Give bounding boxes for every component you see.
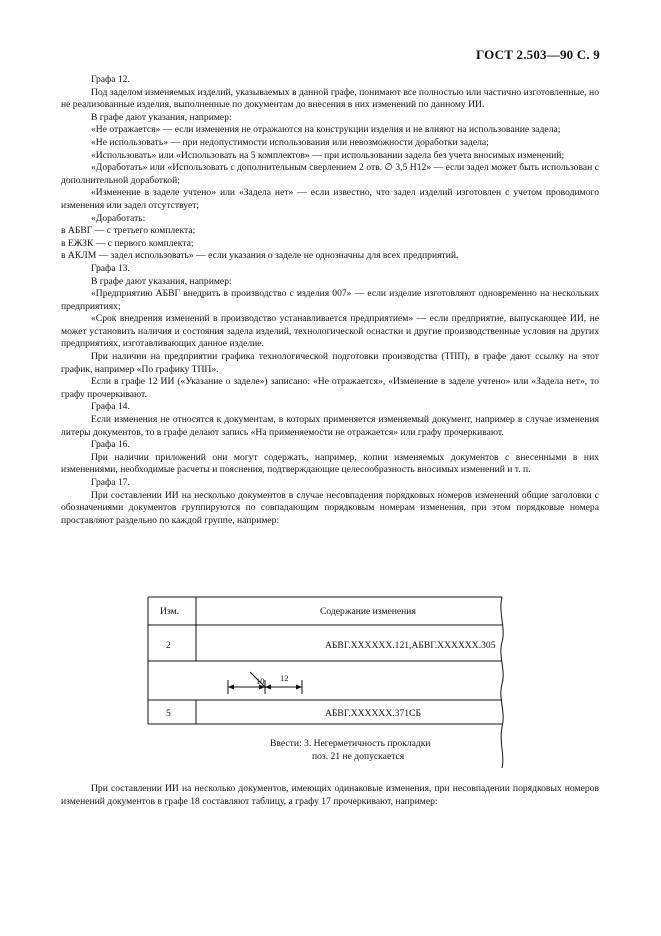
heading-grafa-12: Графа 12. (91, 74, 130, 85)
paragraph: При наличии на предприятии графика технологической подготовки производства (ТПП), в графе дают ссылку на этот график, например «По графику ТПП». (61, 351, 599, 375)
paragraph: «Срок внедрения изменений в производство устанавливается предприятием» — если предприятие, выпускающее ИИ, не может установить наличия и состояния задела изделий, технологической оснастки и другие производственные условия на других предприятиях, изготавливающих данное изделие. (61, 313, 599, 350)
dimension-arrow (265, 685, 271, 690)
paragraph: «Не использовать» — при недопустимости использования или невозможности доработки задела; (91, 136, 489, 148)
paragraph: «Не отражается» — если изменения не отражаются на конструкции изделия и не влияют на использование задела; (91, 124, 561, 136)
note-line: Ввести: 3. Негерметичность прокладки (270, 738, 431, 749)
row-content: АБВГ.ХХХХХХ.371СБ (325, 708, 421, 719)
dimension-arrow (296, 685, 302, 690)
dimension-label: 12 (280, 673, 289, 683)
paragraph: В графе дают указания, например: (91, 111, 232, 123)
note-line: поз. 21 не допускается (312, 751, 405, 762)
paragraph: Если изменения не относятся к документам, в которых применяется изменяемый документ, например в случае изменения литеры документов, то в графе делают запись «На применяемости не отражается» или графу прочеркивают. (61, 414, 599, 438)
heading-grafa-17: Графа 17. (91, 477, 130, 488)
page-title: ГОСТ 2.503—90 С. 9 (475, 47, 600, 62)
paragraph: «Доработать: (91, 212, 146, 224)
document-tail (61, 783, 599, 808)
heading-grafa-13: Графа 13. (91, 262, 130, 274)
row-num: 2 (166, 640, 171, 651)
col-header-content: Содержание изменения (320, 606, 416, 617)
paragraph: При составлении ИИ на несколько документов в случае несовпадения порядковых номеров изменений общие заголовки с обозначениями документов группируются по совпадающим порядковым номерам изменения, при этом порядковые номера проставляют раздельно по каждой группе, например: (61, 489, 599, 526)
list-item: в ЕЖЗК — с первого комплекта; (61, 237, 194, 249)
row-content: АБВГ.ХХХХХХ.121,АБВГ.ХХХХХХ.305 (325, 640, 496, 651)
list-item: в АКЛМ — задел использовать» — если указания о заделе не однозначны для всех предприятий. (61, 250, 459, 262)
table-torn-edge (501, 597, 503, 768)
paragraph: В графе дают указания, например: (91, 275, 232, 287)
dimension-label: 10 (256, 676, 265, 686)
paragraph: «Изменение в заделе учтено» или «Задела нет» — если известно, что задел изделий изготовлен с учетом проводимого изменения или задел отсутствует; (61, 187, 599, 211)
heading-grafa-16: Графа 16. (91, 439, 130, 451)
paragraph: При составлении ИИ на несколько документов, имеющих одинаковые изменения, при несовпадении порядковых номеров изменений документов в графе 18 составляют таблицу, а графу 17 прочеркивают, например: (61, 783, 599, 807)
paragraph: Если в графе 12 ИИ («Указание о заделе») записано: «Не отражается», «Изменение в заделе учтено» или «Задела нет», то графу прочеркивают. (61, 376, 599, 400)
paragraph: «Доработать» или «Использовать с дополнительным сверлением 2 отв. ∅ 3,5 Н12» — если задел может быть использован с дополнительной доработкой; (61, 162, 599, 186)
dimension-arrow (228, 685, 234, 690)
heading-grafa-14: Графа 14. (91, 401, 130, 413)
paragraph: «Предприятию АБВГ внедрить в производство с изделия 007» — если изделие изготовляют одновременно на нескольких предприятиях; (61, 288, 599, 312)
paragraph: «Использовать» или «Использовать на 5 комплектов» — при использовании задела без учета вносимых изменений; (91, 149, 565, 161)
col-header-num: Изм. (160, 606, 180, 617)
row-num: 5 (166, 708, 171, 719)
paragraph: Под заделом изменяемых изделий, указываемых в данной графе, понимают все полностью или частично изготовленные, но не реализованные изделия, выполненные по документам до внесения в них изменений по данному ИИ. (61, 86, 599, 111)
paragraph: При наличии приложений они могут содержать, например, копии изменяемых документов с внесенными в них изменениями, необходимые расчеты и пояснения, подтверждающие целесообразность вносимых изменений и т. п. (61, 451, 599, 476)
list-item: в АБВГ — с третьего комплекта; (61, 225, 196, 237)
